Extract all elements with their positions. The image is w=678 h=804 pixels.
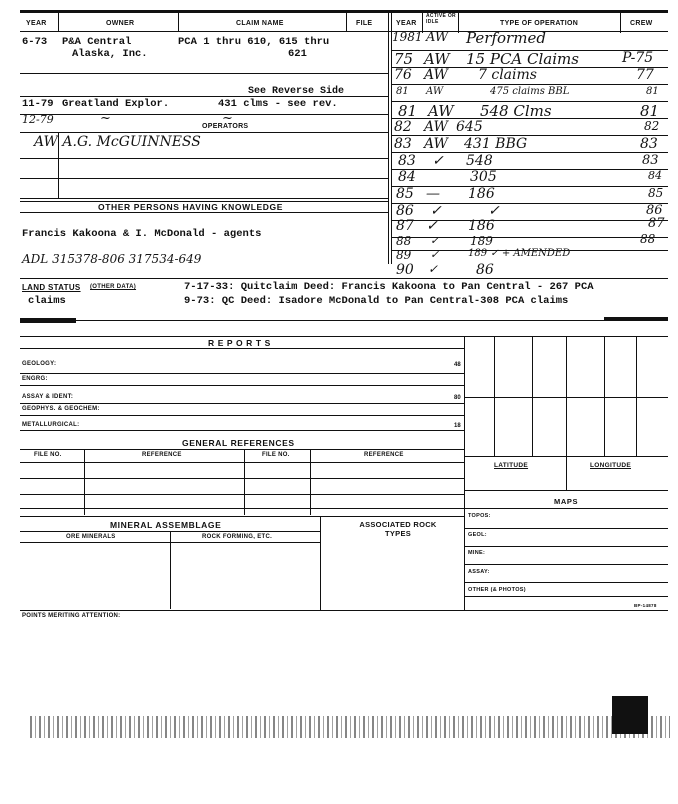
activity-year-10: 85: [396, 186, 414, 202]
activity-operation-6: 645: [456, 119, 483, 135]
activity-crew-5: 81: [640, 102, 660, 120]
header-active: ACTIVE OR IDLE: [426, 13, 456, 25]
activity-crew-12: 87: [648, 216, 665, 231]
scan-artifact-block: [612, 696, 648, 734]
activity-year-9: 84: [398, 169, 416, 185]
general-references-title: GENERAL REFERENCES: [182, 438, 295, 448]
header-file: FILE: [356, 20, 373, 27]
activity-active-14: ✓: [430, 248, 440, 261]
activity-year-2: 75: [394, 50, 414, 68]
activity-operation-4: 475 claims BBL: [490, 86, 570, 97]
activity-crew-6: 82: [644, 119, 660, 133]
land-status-line-1b: claims: [28, 295, 66, 307]
activity-crew-3: 77: [636, 67, 654, 83]
activity-active-1: AW: [426, 30, 449, 45]
header-type-of-operation: TYPE OF OPERATION: [500, 20, 579, 27]
gr-col-reference-2: REFERENCE: [364, 452, 404, 458]
activity-active-6: AW: [424, 119, 448, 135]
report-geophys: GEOPHYS. & GEOCHEM:: [22, 406, 100, 412]
activity-year-6: 82: [394, 119, 412, 135]
adl-numbers: ADL 315378-806 317534-649: [22, 252, 202, 266]
gr-col-file-no-1: FILE NO.: [34, 452, 62, 458]
report-assay-num: 80: [454, 395, 461, 401]
owner-name-2: Alaska, Inc.: [72, 48, 148, 60]
activity-active-15: ✓: [428, 262, 439, 276]
activity-crew-11: 86: [646, 203, 663, 218]
activity-operation-12: 186: [468, 218, 495, 234]
activity-operation-7: 431 BBG: [464, 136, 528, 152]
owner-year-1: 6-73: [22, 36, 48, 48]
activity-year-8: 83: [398, 153, 416, 169]
activity-active-13: ✓: [430, 234, 440, 247]
header-year: YEAR: [26, 20, 47, 27]
activity-operation-13: 189: [470, 234, 493, 248]
maps-topos: TOPOS:: [468, 513, 491, 519]
maps-geol: GEOL:: [468, 532, 487, 538]
owner-name-3: Greatland Explor.: [62, 98, 170, 110]
activity-active-12: ✓: [426, 218, 438, 234]
activity-year-4: 81: [396, 86, 409, 97]
scan-noise: [30, 716, 670, 738]
header-crew: CREW: [630, 20, 653, 27]
report-assay: ASSAY & IDENT:: [22, 394, 74, 400]
activity-active-4: AW: [426, 86, 444, 97]
gr-col-file-no-2: FILE NO.: [262, 452, 290, 458]
activity-year-7: 83: [394, 136, 412, 152]
activity-year-5: 81: [398, 102, 418, 120]
points-meriting-attention-label: POINTS MERITING ATTENTION:: [22, 613, 121, 619]
activity-active-5: AW: [428, 102, 454, 120]
claim-name-2: 621: [288, 48, 307, 60]
activity-active-10: —: [426, 186, 440, 202]
see-reverse-side: See Reverse Side: [248, 86, 345, 97]
header-year-activity: YEAR: [396, 20, 417, 27]
form-number: BP-14878: [634, 603, 657, 608]
longitude-label: LONGITUDE: [590, 462, 631, 469]
operators-label: OPERATORS: [202, 123, 249, 130]
activity-operation-10: 186: [468, 186, 495, 202]
activity-active-3: AW: [424, 67, 448, 83]
maps-assay: ASSAY:: [468, 569, 490, 575]
activity-operation-3: 7 claims: [478, 67, 537, 83]
owner-name-1: P&A Central: [62, 36, 132, 48]
activity-operation-1: Performed: [466, 29, 546, 47]
gr-col-reference-1: REFERENCE: [142, 452, 182, 458]
activity-year-12: 87: [396, 218, 414, 234]
owner-year-3: 12-79: [22, 113, 54, 126]
activity-year-13: 88: [396, 234, 412, 248]
activity-crew-4: 81: [646, 86, 659, 97]
maps-mine: MINE:: [468, 550, 486, 556]
activity-active-11: ✓: [430, 203, 442, 219]
report-geology-num: 48: [454, 362, 461, 368]
operators-entry: AW A.G. McGUINNESS: [34, 134, 201, 150]
land-status-label: LAND STATUS: [22, 283, 81, 292]
activity-operation-8: 548: [466, 153, 493, 169]
activity-year-1: 1981: [392, 30, 423, 44]
other-persons-entry: Francis Kakoona & I. McDonald - agents: [22, 228, 262, 240]
report-metallurgical-num: 18: [454, 423, 461, 429]
activity-active-2: AW: [424, 50, 450, 68]
activity-crew-10: 85: [648, 186, 664, 200]
report-engrg: ENGRG:: [22, 376, 48, 382]
activity-crew-2: P-75: [622, 50, 654, 66]
activity-operation-9: 305: [470, 169, 497, 185]
activity-active-7: AW: [424, 136, 448, 152]
activity-crew-13: 88: [640, 232, 656, 246]
activity-year-11: 86: [396, 203, 414, 219]
reports-title: R E P O R T S: [208, 338, 271, 348]
header-claim-name: CLAIM NAME: [236, 20, 284, 27]
claim-name-1: PCA 1 thru 610, 615 thru: [178, 36, 330, 48]
activity-operation-14: 189 ✓ + AMENDED: [468, 248, 571, 259]
land-status-line-2: 9-73: QC Deed: Isadore McDonald to Pan Central-308 PCA claims: [184, 295, 569, 307]
rock-forming-label: ROCK FORMING, ETC.: [202, 534, 273, 540]
owner-name-4: ~: [100, 111, 111, 126]
land-status-sublabel: (OTHER DATA): [90, 284, 137, 290]
activity-active-8: ✓: [432, 153, 444, 169]
activity-operation-15: 86: [476, 262, 494, 278]
mineral-assemblage-title: MINERAL ASSEMBLAGE: [110, 520, 222, 530]
owner-year-2: 11-79: [22, 98, 54, 110]
other-persons-label: OTHER PERSONS HAVING KNOWLEDGE: [98, 202, 284, 212]
activity-crew-9: 84: [648, 169, 662, 182]
activity-operation-5: 548 Clms: [480, 102, 552, 120]
maps-other: OTHER (& PHOTOS): [468, 587, 526, 593]
claim-name-3: 431 clms - see rev.: [218, 98, 338, 110]
claim-name-4: ~: [222, 111, 233, 126]
activity-year-3: 76: [394, 67, 412, 83]
activity-crew-8: 83: [642, 153, 659, 168]
activity-crew-7: 83: [640, 136, 658, 152]
report-metallurgical: METALLURGICAL:: [22, 422, 80, 428]
activity-operation-2: 15 PCA Claims: [466, 50, 579, 68]
latitude-label: LATITUDE: [494, 462, 529, 469]
ore-minerals-label: ORE MINERALS: [66, 534, 116, 540]
header-owner: OWNER: [106, 20, 135, 27]
activity-operation-11: ✓: [488, 203, 500, 219]
report-geology: GEOLOGY:: [22, 361, 57, 367]
maps-title: MAPS: [554, 497, 579, 506]
associated-rock-types-label: ASSOCIATED ROCK TYPES: [359, 520, 437, 538]
activity-year-14: 89: [396, 248, 412, 262]
land-status-line-1: 7-17-33: Quitclaim Deed: Francis Kakoona to Pan Central - 267 PCA: [184, 281, 594, 293]
activity-year-15: 90: [396, 262, 414, 278]
